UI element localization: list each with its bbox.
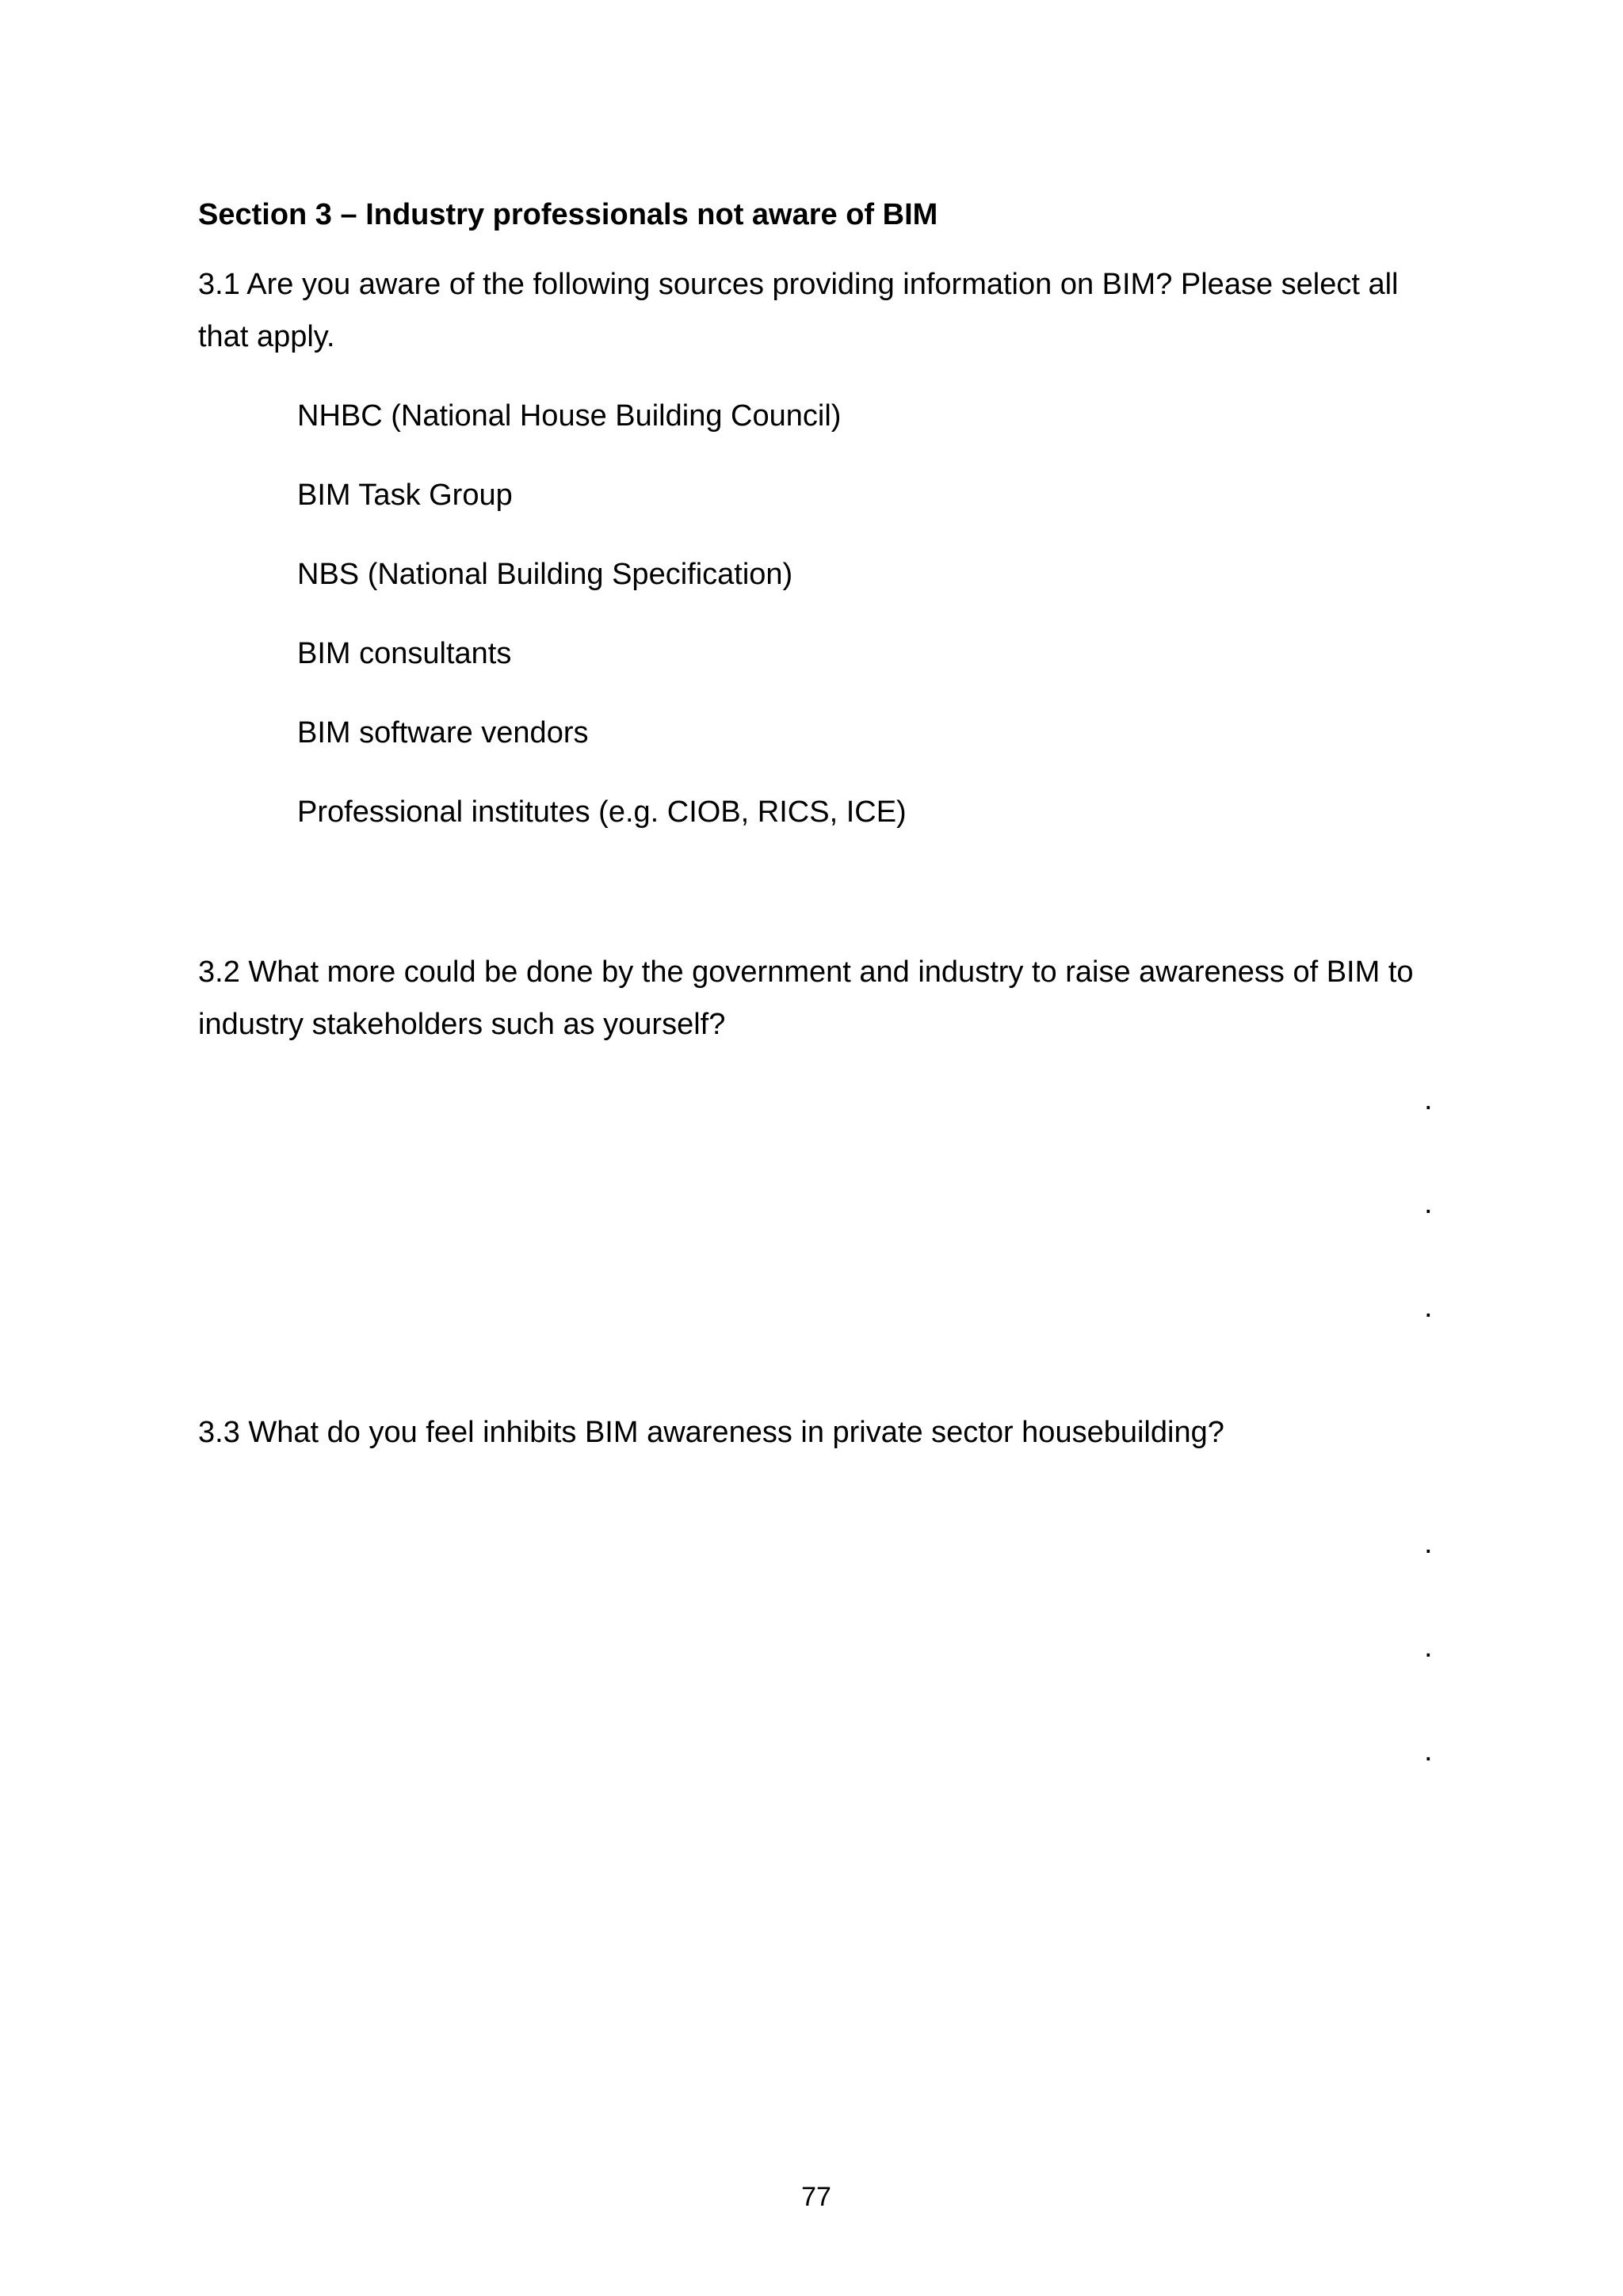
option-bim-software-vendors[interactable]: BIM software vendors: [297, 716, 589, 749]
option-nbs[interactable]: NBS (National Building Specification): [297, 558, 793, 591]
option-bim-task-group[interactable]: BIM Task Group: [297, 479, 513, 512]
answer-line-marker: .: [1424, 1734, 1433, 1768]
answer-line-marker: .: [1424, 1187, 1433, 1220]
question-3-1-text: 3.1 Are you aware of the following sources providing information on BIM? Please select all that apply.: [198, 268, 1399, 353]
answer-line-marker: .: [1424, 1630, 1433, 1664]
question-3-1-options: [297, 390, 907, 865]
option-bim-consultants[interactable]: BIM consultants: [297, 637, 512, 670]
option-professional-institutes[interactable]: Professional institutes (e.g. CIOB, RICS, ICE): [297, 795, 907, 829]
page-number: 77: [801, 2182, 831, 2212]
answer-line-marker: .: [1424, 1291, 1433, 1324]
section-heading: Section 3 – Industry professionals not aware of BIM: [198, 198, 938, 231]
option-nhbc[interactable]: NHBC (National House Building Council): [297, 399, 842, 433]
answer-line-marker: .: [1424, 1083, 1433, 1116]
answer-line-marker: .: [1424, 1527, 1433, 1560]
question-3-2-text: 3.2 What more could be done by the government and industry to raise awareness of BIM to industry stakeholders such as yourself?: [198, 955, 1414, 1041]
question-3-3-answer-area[interactable]: [198, 1525, 1434, 1779]
question-3-2-answer-area[interactable]: [198, 1081, 1434, 1335]
question-3-3-text: 3.3 What do you feel inhibits BIM awareness in private sector housebuilding?: [198, 1416, 1224, 1449]
